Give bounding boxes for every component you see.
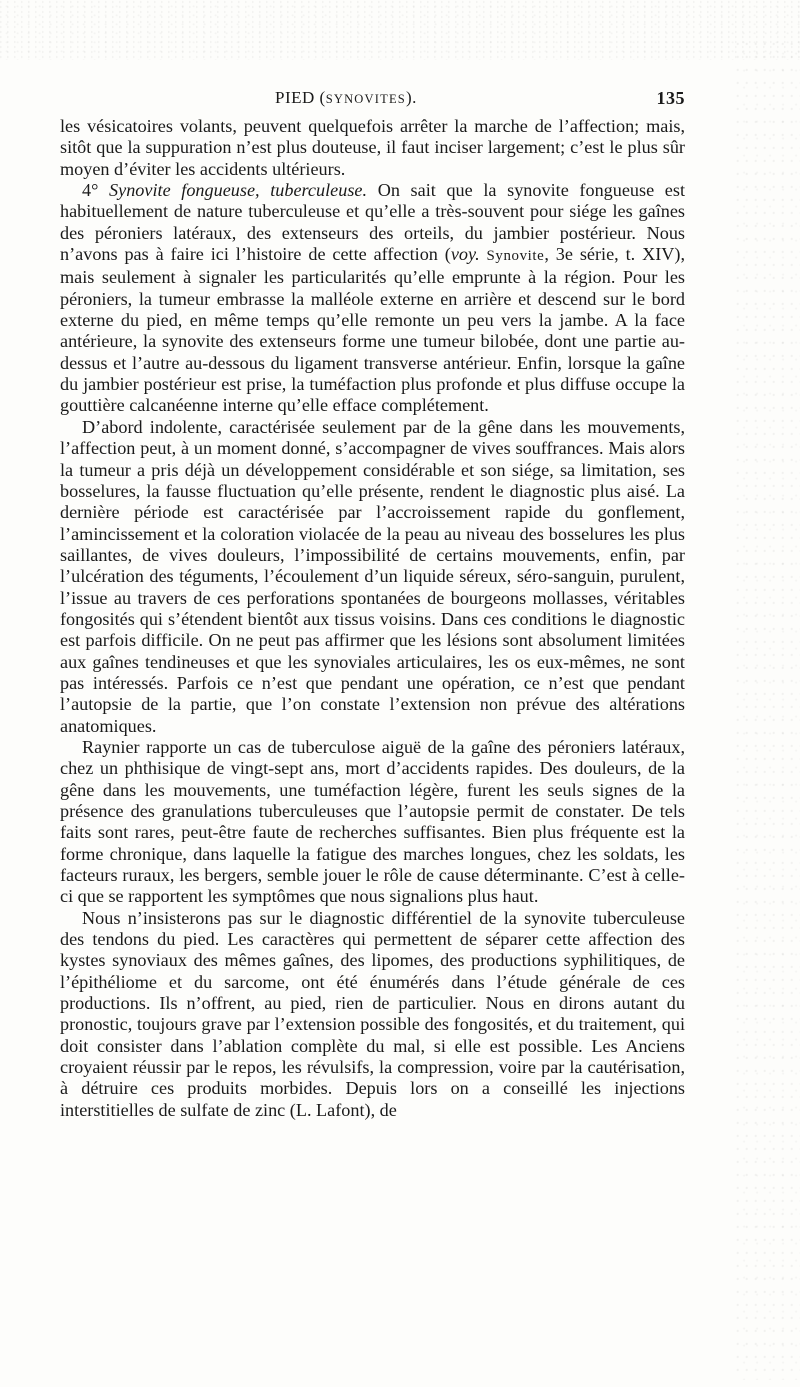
cross-reference-detail: , 3e série, t. XIV), bbox=[544, 244, 685, 265]
scan-noise-top bbox=[0, 0, 800, 60]
scan-noise-right-margin bbox=[735, 40, 800, 1380]
cross-reference: Synovite bbox=[486, 248, 545, 265]
running-head-main: PIED ( bbox=[275, 88, 326, 107]
running-head-end: ). bbox=[405, 88, 417, 107]
paragraph-text-a: On sait que la synovite fongueuse est habituellement de nature tuberculeuse et qu’elle a très-souvent pour siége les gaînes des péroniers latéraux, des extenseurs des orteils, du jambier postérieur. Nous n’avons pas à faire ici l’histoire de cette affection ( bbox=[60, 180, 686, 265]
running-head bbox=[275, 88, 417, 108]
paragraph-text-b: mais seulement à signaler les particularités qu’elle emprunte à la région. Pour les péroniers, la tumeur embrasse la malléole externe en arrière et descend sur le bord externe du pied, en même temps qu’elle remonte un peu vers la jambe. A la face antérieure, la synovite des extenseurs forme une tumeur bilobée, dont une partie au-dessus et l’autre au-dessous du ligament transverse antérieur. Enfin, lorsque la gaîne du jambier postérieur est prise, la tuméfaction plus profonde et plus diffuse occupe la gouttière calcanéenne interne qu’elle efface complétement. bbox=[60, 267, 685, 416]
page-number: 135 bbox=[656, 88, 685, 108]
body-text bbox=[60, 116, 685, 1121]
voy-abbrev: voy. bbox=[450, 244, 480, 265]
paragraph-symptoms: D’abord indolente, caractérisée seulement par de la gêne dans les mouvements, l’affection peut, à un moment donné, s’accompagner de vives souffrances. Mais alors la tumeur a pris déjà un développement considérable et son siége, sa limitation, ses bosselures, la fausse fluctuation qu’elle présente, rendent le diagnostic plus aisé. La dernière période est caractérisée par l’accroissement rapide du gonflement, l’amincissement et la coloration violacée de la peau au niveau des bosselures les plus saillantes, de vives douleurs, l’impossibilité de certains mouvements, enfin, par l’ulcération des téguments, l’écoulement d’un liquide séreux, séro-sanguin, purulent, l’issue au travers de ces perforations spontanées de bourgeons mollasses, véritables fongosités qui s’étendent bientôt aux tissus voisins. Dans ces conditions le diagnostic est parfois difficile. On ne peut pas affirmer que les lésions sont absolument limitées aux gaînes tendineuses et que les synoviales articulaires, les os eux-mêmes, ne sont pas intéressés. Parfois ce n’est que pendant une opération, ce n’est que pendant l’autopsie de la partie, que l’on constate l’extension non prévue des altérations anatomiques. bbox=[60, 416, 685, 736]
paragraph-continuation: les vésicatoires volants, peuvent quelquefois arrêter la marche de l’affection; mais, sitôt que la suppuration n’est plus douteuse, il faut inciser largement; c’est le plus sûr moyen d’éviter les accidents ultérieurs. bbox=[60, 116, 685, 179]
section-title: Synovite fongueuse, tuberculeuse. bbox=[109, 180, 368, 201]
running-head-smallcaps: SYNOVITES bbox=[325, 92, 406, 106]
paragraph-synovite-fongueuse bbox=[60, 180, 685, 417]
section-number: 4° bbox=[82, 180, 99, 201]
page-header bbox=[60, 88, 685, 112]
paragraph-diagnostic: Nous n’insisterons pas sur le diagnostic différentiel de la synovite tuberculeuse des tendons du pied. Les caractères qui permettent de séparer cette affection des kystes synoviaux des mêmes gaînes, des lipomes, des productions syphilitiques, de l’épithéliome et du sarcome, ont été énumérés dans l’étude générale de ces productions. Ils n’offrent, au pied, rien de particulier. Nous en dirons autant du pronostic, toujours grave par l’extension possible des fongosités, et du traitement, qui doit consister dans l’ablation complète du mal, si elle est possible. Les Anciens croyaient réussir par le repos, les révulsifs, la compression, voire par la cautérisation, à détruire ces produits morbides. Depuis lors on a conseillé les injections interstitielles de sulfate de zinc (L. Lafont), de bbox=[60, 907, 685, 1120]
paragraph-raynier: Raynier rapporte un cas de tuberculose aiguë de la gaîne des péroniers latéraux, chez un phthisique de vingt-sept ans, mort d’accidents rapides. Des douleurs, de la gêne dans les mouvements, une tuméfaction légère, furent les seuls signes de la présence des granulations tuberculeuses que l’autopsie permit de constater. De tels faits sont rares, peut-être faute de recherches suffisantes. Bien plus fréquente est la forme chronique, dans laquelle la fatigue des marches longues, chez les soldats, les facteurs ruraux, les bergers, semble jouer le rôle de cause déterminante. C’est à celle-ci que se rapportent les symptômes que nous signalions plus haut. bbox=[60, 736, 685, 907]
